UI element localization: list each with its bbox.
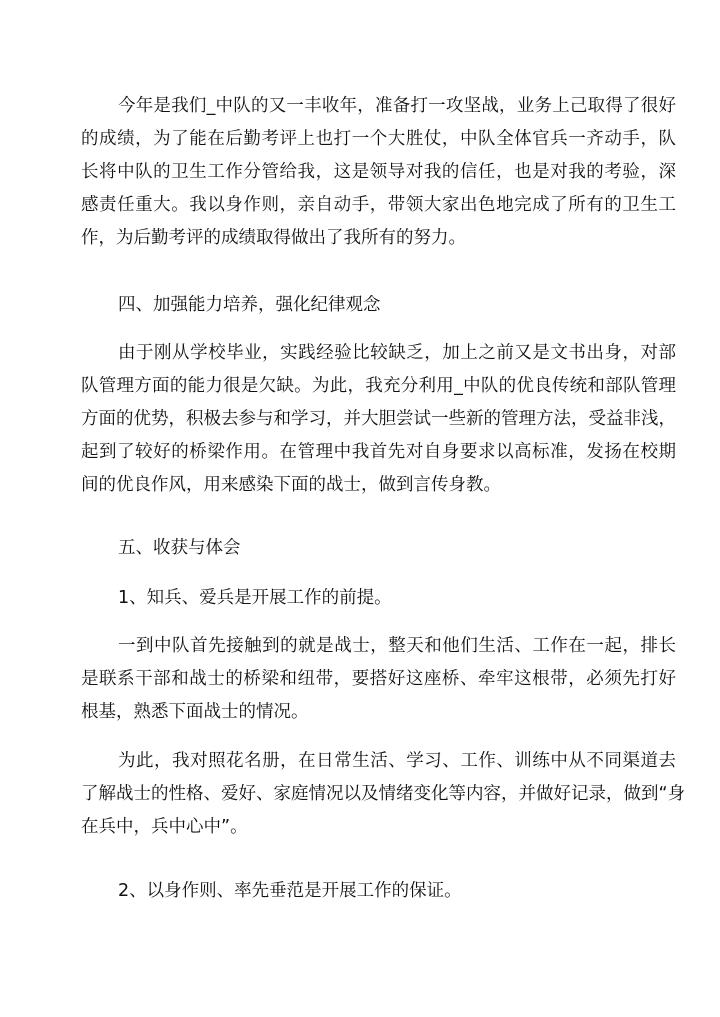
paragraph (81, 745, 686, 844)
section-heading (81, 289, 676, 322)
text-line: 间的优良作风，用来感染下面的战士，做到言传身教。 (81, 475, 501, 495)
text-line: 的成绩，为了能在后勤考评上也打一个大胜仗，中队全体官兵一齐动手，队 (81, 129, 676, 149)
text-line: 在兵中，兵中心中”。 (81, 817, 248, 837)
text-line: 队管理方面的能力很是欠缺。为此，我充分利用_中队的优良传统和部队管理 (81, 376, 676, 396)
paragraph (81, 337, 676, 502)
paragraph (81, 90, 676, 255)
subsection-heading (81, 875, 676, 908)
text-line: 作，为后勤考评的成绩取得做出了我所有的努力。 (81, 228, 466, 248)
text-line: 感责任重大。我以身作则，亲自动手，带领大家出色地完成了所有的卫生工 (81, 195, 676, 215)
text-line: 根基，熟悉下面战士的情况。 (81, 702, 309, 722)
text-line: 四、加强能力培养，强化纪律观念 (118, 295, 381, 315)
text-line: 方面的优势，积极去参与和学习，并大胆尝试一些新的管理方法，受益非浅， (81, 409, 676, 429)
text-line: 了解战士的性格、爱好、家庭情况以及情绪变化等内容，并做好记录，做到“身 (81, 784, 686, 804)
text-line: 起到了较好的桥梁作用。在管理中我首先对自身要求以高标准，发扬在校期 (81, 442, 676, 462)
text-line: 2、以身作则、率先垂范是开展工作的保证。 (118, 881, 462, 901)
paragraph (81, 630, 676, 729)
text-line: 由于刚从学校毕业，实践经验比较缺乏，加上之前又是文书出身，对部 (118, 343, 676, 363)
text-line: 五、收获与体会 (118, 538, 241, 558)
text-line: 1、知兵、爱兵是开展工作的前提。 (118, 588, 392, 608)
subsection-heading (81, 582, 676, 615)
text-line: 长将中队的卫生工作分管给我，这是领导对我的信任，也是对我的考验，深 (81, 162, 676, 182)
text-line: 今年是我们_中队的又一丰收年，准备打一攻坚战，业务上己取得了很好 (118, 96, 676, 116)
text-line: 一到中队首先接触到的就是战士，整天和他们生活、工作在一起，排长 (118, 636, 676, 656)
text-line: 为此，我对照花名册，在日常生活、学习、工作、训练中从不同渠道去 (118, 751, 676, 771)
section-heading (81, 532, 676, 565)
text-line: 是联系干部和战士的桥梁和纽带，要搭好这座桥、牵牢这根带，必须先打好 (81, 669, 676, 689)
